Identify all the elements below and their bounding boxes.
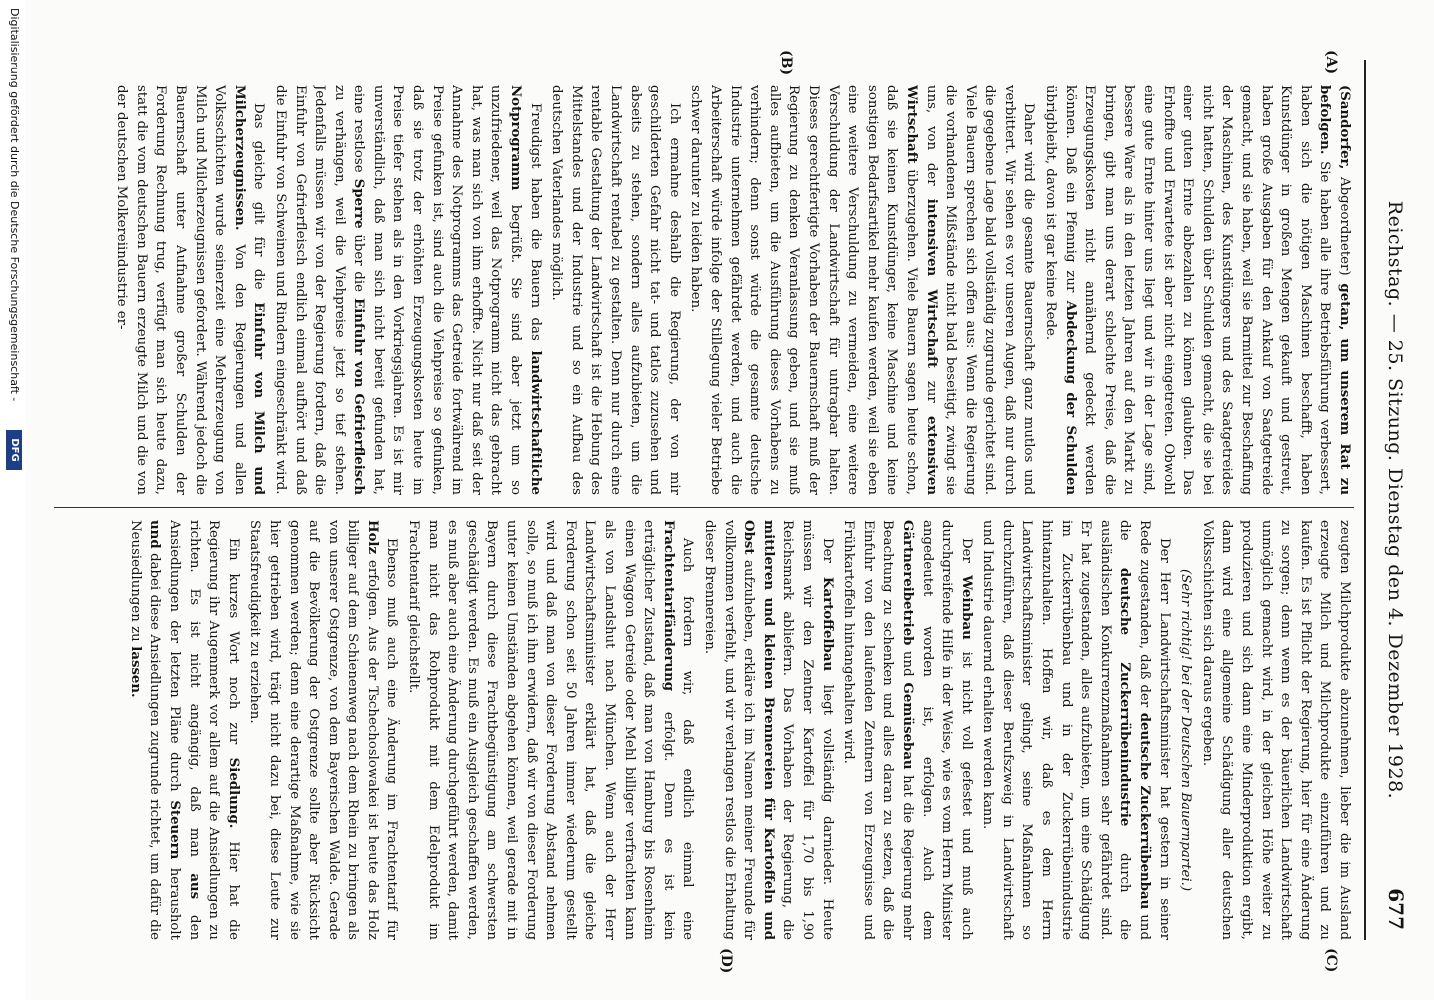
right-paragraph-2: Der Herr Landwirtschaftsminister hat gestern in seiner Rede zugestanden, daß der deutsche Zuckerrübenbau und die deutsche Zuckerrübenindustrie durch die ausländischen Konkurrenzmaßnahmen sehr gefährdet sind. Er hat zugestanden, alles aufzubieten, um eine Schädigung im Zuckerrübenbau und in der Zuckerrübenindustrie hintanzuhalten. Hoffen wir, daß es dem Herrn Landwirtschaftsminister gelingt, seine Maßnahmen so durchzuführen, daß dieser Berufszweig in Landwirtschaft und Industrie dauernd erhalten werden kann. bbox=[980, 520, 1172, 940]
right-paragraph-1: zeugten Milchprodukte abzunehmen, lieber die im Ausland erzeugte Milch und Milchprodukte einzuführen und zu kaufen. Es ist Pflicht der Regierung, hier für eine Änderung zu sorgen; denn wenn es der bäuerlichen Landwirtschaft unmöglich gemacht wird, in der gleichen Höhe weiter zu produzieren und sich dann eine Minderproduktion ergibt, dann wird eine allgemeine Schädigung aller deutschen Volksschichten sich daraus ergeben. bbox=[1199, 520, 1352, 940]
right-column bbox=[14, 520, 1354, 940]
running-title: Reichstag. — 25. Sitzung. Dienstag den 4. Dezember 1928. bbox=[1384, 200, 1406, 800]
page-number: 677 bbox=[1384, 888, 1408, 930]
page-header bbox=[1374, 60, 1414, 940]
column-divider bbox=[54, 507, 1354, 508]
right-paragraph-6: Ebenso muß auch eine Änderung im Frachtentarif für Holz erfolgen. Aus der Tschechoslowakei ist heute das Holz billiger auf dem Schienenweg nach dem Rhein zu bringen als von unserer Ostgrenze, von dem Bayerischen Walde. Gerade auf die Bevölkerung der Ostgrenze sollte aber Rücksicht genommen werden; denn eine derartige Maßnahme, wie sie hier getrieben wird, trägt nicht dazu bei, diese Leute zur Staatsfreudigkeit zu erziehen. bbox=[247, 520, 400, 940]
right-paragraph-5: Auch fordern wir, daß endlich einmal eine Frachtentarifänderung erfolgt. Denn es ist kein erträglicher Zustand, daß man von Hamburg bis Rosenheim einen Waggon Getreide oder Mehl billiger verfrachten kann als von Landshut nach München. Wenn auch der Herr Landwirtschaftsminister erklärt hat, daß die gleiche Forderung schon seit 50 Jahren immer wiederum gestellt wird und daß man von dieser Forderung Abstand nehmen solle, so muß ich ihm erwidern, daß wir von dieser Forderung unter keinen Umständen abgehen können, weil gerade mit in Bayern durch diese Frachtbegünstigung am schwersten geschädigt werden. Es muß ein Ausgleich geschaffen werden, es muß aber auch eine Änderung durchgeführt werden, damit man nicht das Rohprodukt mit dem Edelprodukt im Frachtentarif gleichstellt. bbox=[406, 520, 696, 940]
left-paragraph-3: Ich ermahne deshalb die Regierung, der von mir geschilderten Gefahr nicht tat- und tatlos zuzusehen und abseits zu stehen, sondern alles aufzubieten, um die Landwirtschaft rentabel zu gestalten. Denn nur durch eine rentable Gestaltung der Landwirtschaft ist die Hebung des Mittelstandes und der Industrie und so ein Aufbau des deutschen Vaterlandes möglich. bbox=[549, 85, 682, 495]
margin-letter-a: (A) bbox=[1323, 50, 1339, 75]
margin-letter-c: (C) bbox=[1323, 948, 1339, 973]
right-paragraph-4: Der Kartoffelbau liegt vollständig darnieder. Heute müssen wir den Zentner Kartoffel für 1,70 bis 1,90 Reichsmark abliefern. Das Vorhaben der Regierung, die mittleren und kleinen Brennereien für Kartoffeln und Obst aufzuheben, erkläre ich im Namen meiner Freunde für vollkommen verfehlt, und wir verlangen restlos die Erhaltung dieser Brennereien. bbox=[702, 520, 835, 940]
margin-letter-d: (D) bbox=[718, 948, 734, 974]
interjection: (Sehr richtig! bei der Deutschen Bauernpartei.) bbox=[1178, 568, 1194, 892]
left-paragraph-5: Das gleiche gilt für die Einfuhr von Milch und Milcherzeugnissen. Von den Regierungen und allen Volksschichten wurde seinerzeit eine Mehrerzeugung von Milch und Milcherzeugnissen gefordert. Während jedoch die Bauernschaft unter Aufnahme großer Schulden der Forderung Rechnung trug, verfügt man sich heute dazu, statt die vom deutschen Bauern erzeugte Milch und die von der deutschen Molkereiindustrie er- bbox=[114, 85, 267, 495]
left-paragraph-4: Freudigst haben die Bauern das landwirtschaftliche Notprogramm begrüßt. Sie sind aber jetzt um so unzufriedener, weil das Notprogramm nicht das gebracht hat, was man sich von ihm erhoffte. Nicht nur daß seit der Annahme des Notprogramms das Getreide fortwährend im Preise gefunken ist, sind auch die Viehpreise so gefunken, daß sie trotz der erhöhten Erzeugungskosten heute im Preise tiefer stehen als in den Vorkriegsjahren. Es ist mir unverständlich, daß man sich nicht bereit gefunden hat, eine restlose Sperre über die Einfuhr von Gefrierfleisch zu verhängen, weil die Viehpreise jetzt so tief stehen. Jedenfalls müssen wir von der Regierung fordern, daß die Einfuhr von Gefrierfleisch endlich einmal aufhört und daß die Einfuhr von Schweinen und Rindern eingeschränkt wird. bbox=[272, 85, 543, 495]
dfg-logo: DFG bbox=[6, 430, 22, 470]
right-paragraph-3: Der Weinbau ist nicht voll gefestet und muß auch durchgreifende Hilfe in der Weise, wie es vom Herrn Minister angedeutet worden ist, erfolgen. Auch dem Gärtnereibetrieb und Gemüsebau hat die Regierung mehr Beachtung zu schenken und alles daran zu setzen, daß die Einfuhr von den laufenden Zentnern von Erzeugnisse und Frühkartoffeln hintangehalten wird. bbox=[841, 520, 974, 940]
margin-letter-b: (B) bbox=[778, 50, 794, 76]
digitization-footer bbox=[0, 0, 26, 1000]
speaker-name: (Sandorfer, bbox=[1337, 85, 1352, 170]
header-rule bbox=[1364, 60, 1366, 940]
left-paragraph-1: (Sandorfer, Abgeordneter) getan, um unserem Rat zu befolgen. Sie haben alle ihre Betriebsführung verbessert, haben sich die nötigen Maschinen beschafft, haben Kunstdünger in großen Mengen gekauft und gestreut, haben große Ausgaben für den Ankauf von Saatgetreide gemacht, und sie haben, weil sie Barmittel zur Beschaffung der Maschinen, des Kunstdüngers und des Saatgetreides nicht hatten, Schulden über Schulden gemacht, die sie bei einer guten Ernte abbezahlen zu können glaubten. Das Erhoffte und Erwartete ist aber nicht eingetreten. Obwohl eine gute Ernte hinter uns liegt und wir in der Lage sind, bessere Ware als in den letzten Jahren auf den Markt zu bringen, gibt man uns derart schlechte Preise, daß die Erzeugungskosten nicht annähernd gedeckt werden können. Daß ein Pfennig zur Abdeckung der Schulden übrigbleibt, davon ist gar keine Rede. bbox=[1043, 85, 1352, 495]
footer-credit: Digitalisierung gefördert durch die Deutsche Forschungsgemeinschaft - bbox=[8, 8, 21, 402]
left-column bbox=[14, 85, 1354, 495]
right-paragraph-7: Ein kurzes Wort noch zur Siedlung. Hier hat die Regierung ihr Augenmerk vor allem auf die Ansiedlungen zu richten. Es ist nicht angängig, daß man aus den Ansiedlungen der letzten Pläne durch Steuern herausholt und dabei diese Ansiedlungen zugrunde richtet, um dafür die Neusiedlungen zu lassen. bbox=[127, 520, 241, 940]
left-paragraph-2: Daher wird die gesamte Bauernschaft ganz mutlos und verbittert. Wir sehen es vor unseren Augen, daß nur durch die gegebene Lage bald vollständig zugrunde gerichtet sind. Viele Bauern sprechen sich offen aus: Wenn die Regierung die vorhandenen Mißstände nicht bald beseitigt, zwingt sie uns, von der intensiven Wirtschaft zur extensiven Wirtschaft überzugehen. Viele Bauern sagen heute schon, daß sie keinen Kunstdünger, keine Maschine und keine sonstigen Bedarfsartikel mehr kaufen werden, weil sie eben eine weitere Verschuldung zu vermeiden, eine weitere Verschuldung der Landwirtschaft für untragbar halten. Dieses gerechtfertigte Vorhaben der Bauernschaft muß der Regierung zu denken Veranlassung geben, und sie muß alles aufbieten, um die Ausführung dieses Vorhabens zu verhindern; denn sonst würde die gesamte deutsche Industrie unternehmen gefährdet werden, und auch die Arbeiterschaft würde infolge der Stillegung vieler Betriebe schwer darunter zu leiden haben. bbox=[688, 85, 1037, 495]
